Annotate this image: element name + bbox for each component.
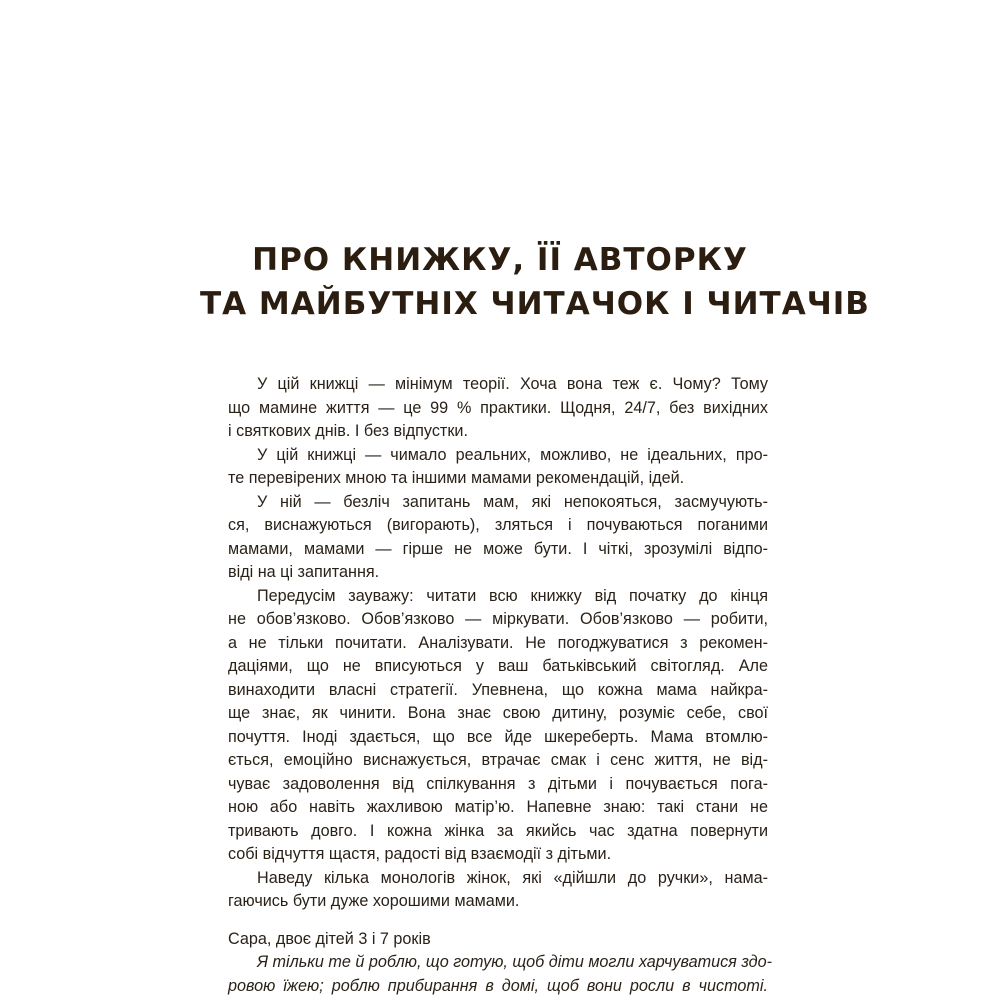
body-text [228,373,773,998]
text-line: Я тільки те й роблю, що готую, щоб діти могли харчуватися здо- [257,953,773,971]
text-line: Наведу кілька монологів жінок, які «дійшли до ручки», нама- [257,868,768,887]
text-line: і святкових днів. І без відпустки. [228,422,468,440]
text-line: ною або навіть жахливою матір’ю. Напевне знаю: такі стани не [228,798,768,816]
text-line: що мамине життя — це 99 % практики. Щодня, 24/7, без вихідних [228,398,768,417]
text-line: собі відчуття щастя, радості від взаємодії з дітьми. [228,845,612,863]
text-line: чуває задоволення від спілкування з дітьми і почувається пога- [228,774,768,793]
chapter-title-line-2: ТА МАЙБУТНІХ ЧИТАЧОК І ЧИТАЧІВ [200,286,870,322]
monologue-subheading: Сара, двоє дітей 3 і 7 років [228,929,431,948]
text-line: те перевірених мною та іншими мамами рекомендацій, ідей. [228,469,685,487]
paragraph [228,867,768,914]
text-line: гаючись бути дуже хорошими мамами. [228,892,520,910]
chapter-title [200,238,870,326]
text-line: не обов’язково. Обов’язково — міркувати. Обов’язково — робити, [228,610,768,628]
text-line: винаходити власні стратегії. Упевнена, що кожна мама найкра- [228,680,768,699]
text-line: ся, виснажуються (вигорають), зляться і почуваються поганими [228,516,768,534]
text-line: У цій книжці — мінімум теорії. Хоча вона теж є. Чому? Тому [257,375,768,393]
text-line: У ній — безліч запитань мам, які непокояться, засмучують- [257,492,768,511]
text-line: віді на ці запитання. [228,563,380,581]
text-line: мамами, мамами — гірше не може бути. І чіткі, зрозумілі відпо- [228,539,768,558]
text-line: Передусім зауважу: читати всю книжку від початку до кінця [257,586,768,605]
paragraph [228,491,768,585]
text-line: тривають довго. І кожна жінка за якийсь час здатна повернути [228,821,768,840]
text-line: ровою їжею; роблю прибирання в домі, щоб вони росли в чистоті. [228,976,768,995]
paragraph [228,444,768,491]
text-line: почуття. Іноді здається, що все йде шкереберть. Мама втомлю- [228,727,768,746]
text-line: ється, емоційно виснажується, втрачає смак і сенс життя, не від- [228,751,768,769]
text-line: У цій книжці — чимало реальних, можливо, не ідеальних, про- [257,445,768,464]
paragraph [228,585,768,867]
text-line: а не тільки почитати. Аналізувати. Не погоджуватися з рекомен- [228,633,768,652]
paragraph [228,373,768,444]
monologue-quote [228,951,773,998]
chapter-title-line-1: ПРО КНИЖКУ, ЇЇ АВТОРКУ [252,242,748,278]
text-line: даціями, що не вписуються у ваш батьківський світогляд. Але [228,657,768,675]
text-line: ще знає, як чинити. Вона знає свою дитину, розуміє себе, свої [228,704,768,722]
